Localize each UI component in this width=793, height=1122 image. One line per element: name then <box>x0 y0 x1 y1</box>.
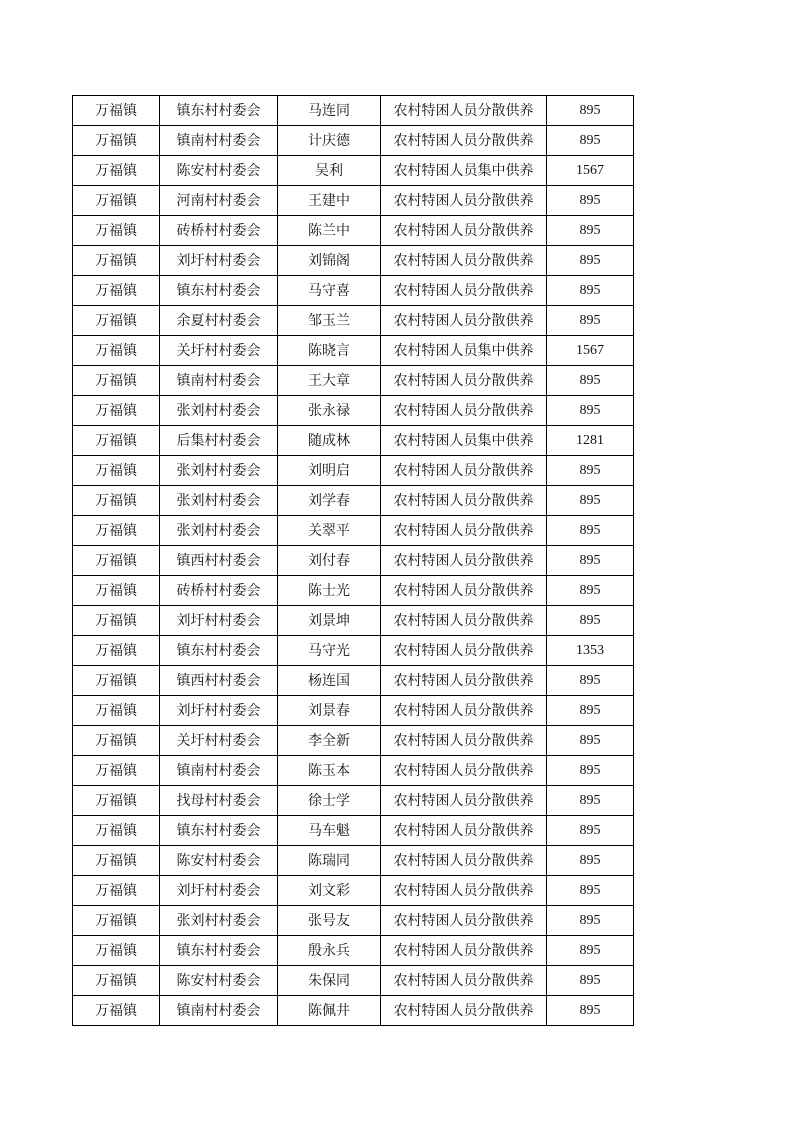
support-category-cell: 农村特困人员分散供养 <box>381 906 547 936</box>
amount-cell: 895 <box>547 666 634 696</box>
amount-cell: 895 <box>547 276 634 306</box>
table-row <box>73 546 634 576</box>
town-cell: 万福镇 <box>73 276 160 306</box>
amount-cell: 895 <box>547 546 634 576</box>
village-cell: 张刘村村委会 <box>160 486 278 516</box>
support-category-cell: 农村特困人员分散供养 <box>381 816 547 846</box>
support-category-cell: 农村特困人员分散供养 <box>381 186 547 216</box>
amount-cell: 895 <box>547 756 634 786</box>
village-cell: 关圩村村委会 <box>160 336 278 366</box>
amount-cell: 895 <box>547 396 634 426</box>
town-cell: 万福镇 <box>73 666 160 696</box>
table-row <box>73 726 634 756</box>
support-category-cell: 农村特困人员分散供养 <box>381 756 547 786</box>
table-row <box>73 906 634 936</box>
amount-cell: 895 <box>547 126 634 156</box>
town-cell: 万福镇 <box>73 906 160 936</box>
amount-cell: 1353 <box>547 636 634 666</box>
village-cell: 河南村村委会 <box>160 186 278 216</box>
amount-cell: 895 <box>547 366 634 396</box>
town-cell: 万福镇 <box>73 546 160 576</box>
village-cell: 镇东村村委会 <box>160 96 278 126</box>
village-cell: 镇东村村委会 <box>160 816 278 846</box>
person-name-cell: 邹玉兰 <box>278 306 381 336</box>
person-name-cell: 刘明启 <box>278 456 381 486</box>
village-cell: 镇东村村委会 <box>160 276 278 306</box>
amount-cell: 1567 <box>547 336 634 366</box>
table-row <box>73 876 634 906</box>
support-category-cell: 农村特困人员集中供养 <box>381 336 547 366</box>
person-name-cell: 陈佩井 <box>278 996 381 1026</box>
roster-table <box>72 95 634 1026</box>
village-cell: 砖桥村村委会 <box>160 216 278 246</box>
person-name-cell: 马守光 <box>278 636 381 666</box>
town-cell: 万福镇 <box>73 486 160 516</box>
town-cell: 万福镇 <box>73 456 160 486</box>
amount-cell: 895 <box>547 696 634 726</box>
town-cell: 万福镇 <box>73 966 160 996</box>
person-name-cell: 刘文彩 <box>278 876 381 906</box>
town-cell: 万福镇 <box>73 306 160 336</box>
amount-cell: 895 <box>547 456 634 486</box>
village-cell: 张刘村村委会 <box>160 906 278 936</box>
support-category-cell: 农村特困人员分散供养 <box>381 396 547 426</box>
table-row <box>73 966 634 996</box>
amount-cell: 895 <box>547 966 634 996</box>
town-cell: 万福镇 <box>73 786 160 816</box>
person-name-cell: 王建中 <box>278 186 381 216</box>
person-name-cell: 张号友 <box>278 906 381 936</box>
table-row <box>73 366 634 396</box>
amount-cell: 1281 <box>547 426 634 456</box>
support-category-cell: 农村特困人员分散供养 <box>381 126 547 156</box>
table-row <box>73 306 634 336</box>
support-category-cell: 农村特困人员分散供养 <box>381 456 547 486</box>
amount-cell: 895 <box>547 996 634 1026</box>
amount-cell: 895 <box>547 486 634 516</box>
support-category-cell: 农村特困人员分散供养 <box>381 216 547 246</box>
table-row <box>73 666 634 696</box>
town-cell: 万福镇 <box>73 936 160 966</box>
person-name-cell: 马车魁 <box>278 816 381 846</box>
village-cell: 镇南村村委会 <box>160 996 278 1026</box>
town-cell: 万福镇 <box>73 696 160 726</box>
support-category-cell: 农村特困人员分散供养 <box>381 606 547 636</box>
person-name-cell: 陈玉本 <box>278 756 381 786</box>
support-category-cell: 农村特困人员分散供养 <box>381 516 547 546</box>
amount-cell: 895 <box>547 186 634 216</box>
table-row <box>73 576 634 606</box>
village-cell: 陈安村村委会 <box>160 846 278 876</box>
person-name-cell: 朱保同 <box>278 966 381 996</box>
table-row <box>73 606 634 636</box>
table-row <box>73 186 634 216</box>
support-category-cell: 农村特困人员分散供养 <box>381 576 547 606</box>
support-category-cell: 农村特困人员分散供养 <box>381 546 547 576</box>
village-cell: 镇南村村委会 <box>160 126 278 156</box>
support-category-cell: 农村特困人员分散供养 <box>381 876 547 906</box>
town-cell: 万福镇 <box>73 186 160 216</box>
town-cell: 万福镇 <box>73 396 160 426</box>
person-name-cell: 刘景春 <box>278 696 381 726</box>
person-name-cell: 随成林 <box>278 426 381 456</box>
table-row <box>73 516 634 546</box>
table-row <box>73 336 634 366</box>
person-name-cell: 杨连国 <box>278 666 381 696</box>
person-name-cell: 张永禄 <box>278 396 381 426</box>
table-row <box>73 816 634 846</box>
support-category-cell: 农村特困人员分散供养 <box>381 96 547 126</box>
village-cell: 镇西村村委会 <box>160 546 278 576</box>
amount-cell: 895 <box>547 246 634 276</box>
person-name-cell: 计庆德 <box>278 126 381 156</box>
table-row <box>73 276 634 306</box>
support-category-cell: 农村特困人员分散供养 <box>381 666 547 696</box>
person-name-cell: 刘学春 <box>278 486 381 516</box>
person-name-cell: 陈士光 <box>278 576 381 606</box>
support-category-cell: 农村特困人员分散供养 <box>381 996 547 1026</box>
village-cell: 镇南村村委会 <box>160 756 278 786</box>
person-name-cell: 陈瑞同 <box>278 846 381 876</box>
table-row <box>73 96 634 126</box>
town-cell: 万福镇 <box>73 876 160 906</box>
table-row <box>73 486 634 516</box>
support-category-cell: 农村特困人员集中供养 <box>381 426 547 456</box>
table-row <box>73 396 634 426</box>
village-cell: 镇东村村委会 <box>160 936 278 966</box>
roster-table-body <box>73 96 634 1026</box>
amount-cell: 895 <box>547 576 634 606</box>
village-cell: 陈安村村委会 <box>160 156 278 186</box>
amount-cell: 895 <box>547 216 634 246</box>
support-category-cell: 农村特困人员分散供养 <box>381 696 547 726</box>
table-row <box>73 126 634 156</box>
town-cell: 万福镇 <box>73 726 160 756</box>
town-cell: 万福镇 <box>73 516 160 546</box>
village-cell: 镇南村村委会 <box>160 366 278 396</box>
person-name-cell: 马连同 <box>278 96 381 126</box>
amount-cell: 895 <box>547 906 634 936</box>
village-cell: 张刘村村委会 <box>160 516 278 546</box>
amount-cell: 895 <box>547 876 634 906</box>
town-cell: 万福镇 <box>73 816 160 846</box>
person-name-cell: 陈晓言 <box>278 336 381 366</box>
town-cell: 万福镇 <box>73 426 160 456</box>
person-name-cell: 陈兰中 <box>278 216 381 246</box>
table-row <box>73 696 634 726</box>
support-category-cell: 农村特困人员分散供养 <box>381 726 547 756</box>
village-cell: 关圩村村委会 <box>160 726 278 756</box>
town-cell: 万福镇 <box>73 96 160 126</box>
village-cell: 镇西村村委会 <box>160 666 278 696</box>
table-row <box>73 456 634 486</box>
support-category-cell: 农村特困人员分散供养 <box>381 846 547 876</box>
person-name-cell: 李全新 <box>278 726 381 756</box>
support-category-cell: 农村特困人员分散供养 <box>381 936 547 966</box>
table-row <box>73 426 634 456</box>
table-row <box>73 216 634 246</box>
town-cell: 万福镇 <box>73 576 160 606</box>
amount-cell: 895 <box>547 936 634 966</box>
town-cell: 万福镇 <box>73 996 160 1026</box>
person-name-cell: 刘景坤 <box>278 606 381 636</box>
amount-cell: 895 <box>547 846 634 876</box>
village-cell: 找母村村委会 <box>160 786 278 816</box>
amount-cell: 1567 <box>547 156 634 186</box>
amount-cell: 895 <box>547 306 634 336</box>
table-row <box>73 846 634 876</box>
support-category-cell: 农村特困人员分散供养 <box>381 966 547 996</box>
person-name-cell: 关翠平 <box>278 516 381 546</box>
village-cell: 刘圩村村委会 <box>160 696 278 726</box>
person-name-cell: 马守喜 <box>278 276 381 306</box>
town-cell: 万福镇 <box>73 216 160 246</box>
amount-cell: 895 <box>547 96 634 126</box>
village-cell: 张刘村村委会 <box>160 456 278 486</box>
village-cell: 张刘村村委会 <box>160 396 278 426</box>
village-cell: 后集村村委会 <box>160 426 278 456</box>
support-category-cell: 农村特困人员分散供养 <box>381 636 547 666</box>
village-cell: 砖桥村村委会 <box>160 576 278 606</box>
table-row <box>73 156 634 186</box>
town-cell: 万福镇 <box>73 636 160 666</box>
support-category-cell: 农村特困人员集中供养 <box>381 156 547 186</box>
table-row <box>73 786 634 816</box>
village-cell: 刘圩村村委会 <box>160 876 278 906</box>
amount-cell: 895 <box>547 816 634 846</box>
support-category-cell: 农村特困人员分散供养 <box>381 366 547 396</box>
support-category-cell: 农村特困人员分散供养 <box>381 276 547 306</box>
town-cell: 万福镇 <box>73 606 160 636</box>
town-cell: 万福镇 <box>73 336 160 366</box>
person-name-cell: 刘锦阁 <box>278 246 381 276</box>
table-row <box>73 636 634 666</box>
table-row <box>73 246 634 276</box>
person-name-cell: 王大章 <box>278 366 381 396</box>
amount-cell: 895 <box>547 786 634 816</box>
town-cell: 万福镇 <box>73 846 160 876</box>
person-name-cell: 吴利 <box>278 156 381 186</box>
village-cell: 镇东村村委会 <box>160 636 278 666</box>
support-category-cell: 农村特困人员分散供养 <box>381 486 547 516</box>
support-category-cell: 农村特困人员分散供养 <box>381 246 547 276</box>
support-category-cell: 农村特困人员分散供养 <box>381 306 547 336</box>
town-cell: 万福镇 <box>73 366 160 396</box>
amount-cell: 895 <box>547 516 634 546</box>
town-cell: 万福镇 <box>73 246 160 276</box>
village-cell: 刘圩村村委会 <box>160 606 278 636</box>
support-category-cell: 农村特困人员分散供养 <box>381 786 547 816</box>
village-cell: 刘圩村村委会 <box>160 246 278 276</box>
town-cell: 万福镇 <box>73 156 160 186</box>
town-cell: 万福镇 <box>73 126 160 156</box>
table-row <box>73 756 634 786</box>
amount-cell: 895 <box>547 606 634 636</box>
amount-cell: 895 <box>547 726 634 756</box>
table-row <box>73 936 634 966</box>
table-row <box>73 996 634 1026</box>
person-name-cell: 徐士学 <box>278 786 381 816</box>
town-cell: 万福镇 <box>73 756 160 786</box>
person-name-cell: 殷永兵 <box>278 936 381 966</box>
village-cell: 余夏村村委会 <box>160 306 278 336</box>
village-cell: 陈安村村委会 <box>160 966 278 996</box>
person-name-cell: 刘付春 <box>278 546 381 576</box>
